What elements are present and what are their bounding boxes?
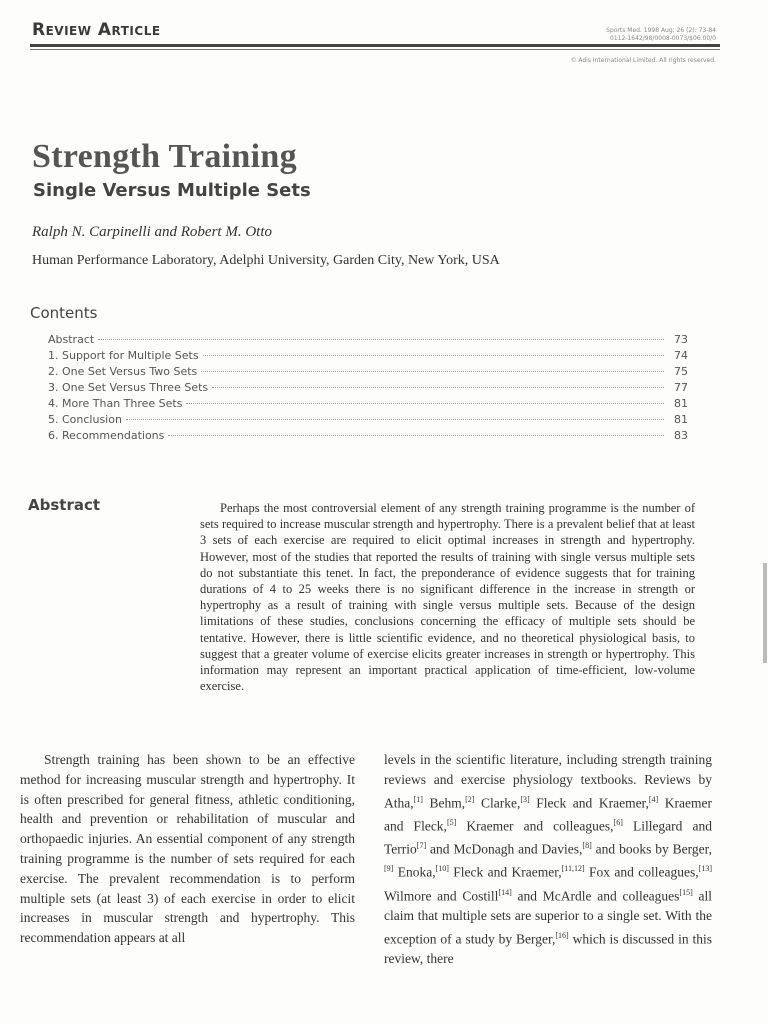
toc-entry-label: Abstract	[48, 333, 95, 346]
toc-entry-page: 74	[674, 349, 688, 362]
copyright-notice: © Adis International Limited. All rights reserved.	[570, 57, 716, 64]
toc-entry-page: 83	[674, 429, 688, 442]
toc-entry-page: 75	[674, 365, 688, 378]
toc-dot-leader	[203, 354, 664, 356]
toc-entry-label: 4. More Than Three Sets	[48, 397, 183, 410]
toc-entry-label: 1. Support for Multiple Sets	[48, 349, 199, 362]
toc-entry-label: 5. Conclusion	[48, 413, 122, 426]
toc-entry-label: 2. One Set Versus Two Sets	[48, 365, 198, 378]
toc-entry[interactable]	[48, 349, 688, 365]
toc-entry[interactable]	[48, 381, 688, 397]
article-title: Strength Training	[32, 138, 297, 175]
scan-edge-mark	[763, 563, 767, 663]
toc-entry-label: 3. One Set Versus Three Sets	[48, 381, 209, 394]
header-rule	[30, 44, 720, 47]
toc-entry-page: 77	[674, 381, 688, 394]
body-column-right: levels in the scientific literature, including strength training reviews and exercise physiology textbooks. Reviews by Atha,[1] Behm,[2] Clarke,[3] Fleck and Kraemer,[4] Kraemer and Fleck,[5] Kraemer and colleagues,[6] Lillegard and Terrio[7] and McDonagh and Davies,[8] and books by Berger,[9] Enoka,[10] Fleck and Kraemer,[11,12] Fox and colleagues,[13] Wilmore and Costill[14] and McArdle and colleagues[15] all claim that multiple sets are superior to a single set. With the exception of a study by Berger,[16] which is discussed in this review, there	[384, 752, 712, 967]
toc-entry-label: 6. Recommendations	[48, 429, 165, 442]
toc-dot-leader	[212, 386, 664, 388]
toc-entry[interactable]	[48, 413, 688, 429]
toc-dot-leader	[98, 338, 664, 340]
abstract-text: Perhaps the most controversial element of any strength training programme is the number of sets required to increase muscular strength and hypertrophy. There is a prevalent belief that at least 3 sets of each exercise are required to elicit optimal increases in strength and hypertrophy. However, most of the studies that reported the results of training with single versus multiple sets do not substantiate this tenet. In fact, the preponderance of evidence suggests that for training durations of 4 to 25 weeks there is no significant difference in the increase in strength or hypertrophy as a result of training with single versus multiple sets. Because of the design limitations of these studies, conclusions concerning the efficacy of multiple sets should be tentative. However, there is little scientific evidence, and no theoretical physiological basis, to suggest that a greater volume of exercise elicits greater increases in strength or hypertrophy. This information may represent an important practical application of time-efficient, low-volume exercise.	[200, 501, 695, 694]
author-affiliation: Human Performance Laboratory, Adelphi University, Garden City, New York, USA	[32, 253, 500, 268]
article-authors: Ralph N. Carpinelli and Robert M. Otto	[32, 224, 272, 240]
toc-entry-page: 81	[674, 397, 688, 410]
toc-entry[interactable]	[48, 429, 688, 445]
toc-entry[interactable]	[48, 397, 688, 413]
toc-dot-leader	[126, 418, 664, 420]
article-subtitle: Single Versus Multiple Sets	[33, 180, 311, 201]
toc-dot-leader	[168, 434, 664, 436]
toc-entry[interactable]	[48, 365, 688, 381]
header-rule-thin	[30, 49, 720, 50]
toc-entry-page: 73	[674, 333, 688, 346]
table-of-contents	[48, 333, 688, 445]
section-label: Review Article	[32, 20, 161, 40]
toc-entry-page: 81	[674, 413, 688, 426]
contents-heading: Contents	[30, 304, 98, 322]
journal-info	[606, 27, 716, 43]
body-column-left: Strength training has been shown to be an effective method for increasing muscular strength and hypertrophy. It is often prescribed for general fitness, athletic conditioning, health and prevention or rehabilitation of muscular and orthopaedic injuries. An essential component of any strength training programme is the number of sets required for each exercise. The prevalent recommendation is to perform multiple sets (at least 3) of each exercise in order to elicit increases in muscular strength and hypertrophy. This recommendation appears at all	[20, 752, 355, 946]
toc-entry[interactable]	[48, 333, 688, 349]
toc-dot-leader	[201, 370, 664, 372]
toc-dot-leader	[186, 402, 664, 404]
abstract-heading: Abstract	[28, 496, 101, 514]
journal-citation: Sports Med. 1998 Aug; 26 (2): 73-84	[606, 27, 716, 34]
journal-issn: 0112-1642/98/0008-0073/$06.00/0	[610, 35, 716, 42]
